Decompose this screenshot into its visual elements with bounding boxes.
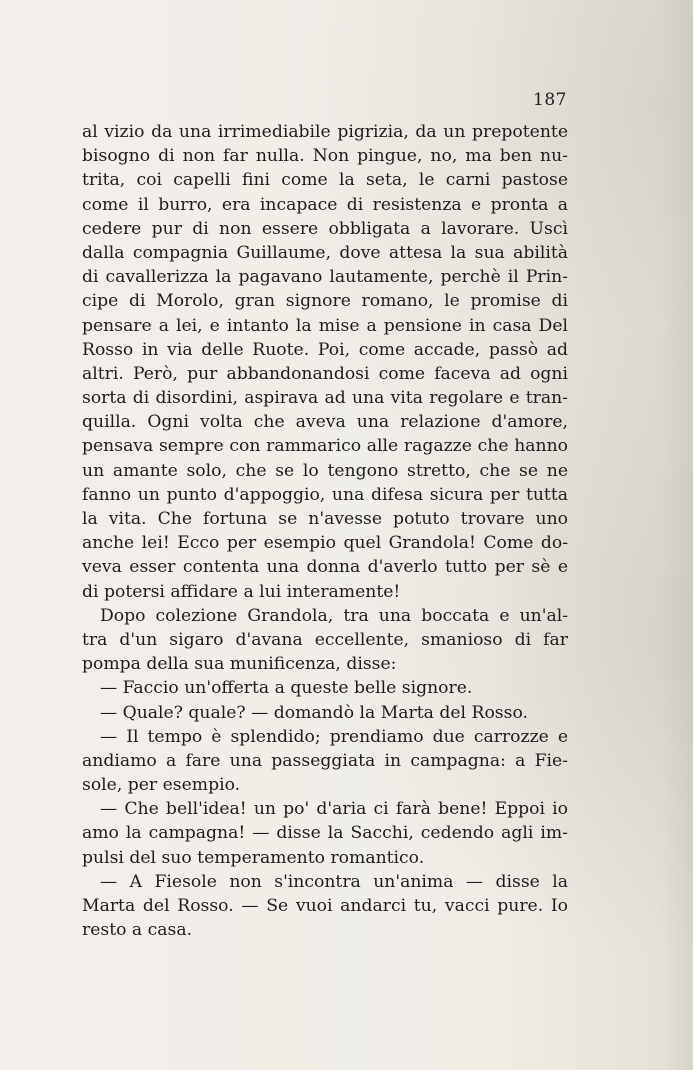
text-line: cedere pur di non essere obbligata a lavorare. Uscì bbox=[82, 218, 568, 239]
text-line: come il burro, era incapace di resistenza e pronta a bbox=[82, 194, 568, 215]
text-line: pensava sempre con rammarico alle ragazze che hanno bbox=[82, 436, 568, 457]
text-line: dalla compagnia Guillaume, dove attesa la sua abilità bbox=[82, 242, 568, 263]
text-line: resto a casa. bbox=[82, 920, 193, 941]
page-number: 187 bbox=[533, 90, 567, 110]
text-line: cipe di Morolo, gran signore romano, le promise di bbox=[82, 291, 568, 312]
text-line: sole, per esempio. bbox=[82, 775, 241, 796]
text-line: Marta del Rosso. — Se vuoi andarci tu, vacci pure. Io bbox=[82, 896, 568, 916]
text-line: sorta di disordini, aspirava ad una vita regolare e tran- bbox=[82, 388, 568, 409]
text-line: pompa della sua munificenza, disse: bbox=[82, 654, 397, 675]
text-line: di cavallerizza la pagavano lautamente, perchè il Prin- bbox=[82, 267, 568, 288]
text-line: pensare a lei, e intanto la mise a pensione in casa Del bbox=[82, 315, 568, 336]
text-line: anche lei! Ecco per esempio quel Grandola! Come do- bbox=[82, 533, 568, 554]
text-line: — Il tempo è splendido; prendiamo due carrozze e bbox=[100, 726, 568, 747]
text-line: — Che bell'idea! un po' d'aria ci farà bene! Eppoi io bbox=[100, 799, 568, 820]
body-text bbox=[82, 120, 568, 942]
text-line: amo la campagna! — disse la Sacchi, cedendo agli im- bbox=[82, 823, 568, 844]
text-line: tra d'un sigaro d'avana eccellente, smanioso di far bbox=[82, 629, 568, 650]
text-line: — Quale? quale? — domandò la Marta del Rosso. bbox=[100, 702, 528, 723]
text-line: quilla. Ogni volta che aveva una relazione d'amore, bbox=[82, 412, 568, 433]
text-line: di potersi affidare a lui interamente! bbox=[82, 581, 401, 602]
text-line: andiamo a fare una passeggiata in campagna: a Fie- bbox=[82, 750, 568, 771]
text-line: veva esser contenta una donna d'averlo tutto per sè e bbox=[82, 557, 568, 578]
text-line: — Faccio un'offerta a queste belle signore. bbox=[100, 678, 473, 699]
text-line: al vizio da una irrimediabile pigrizia, da un prepotente bbox=[82, 122, 568, 142]
text-line: la vita. Che fortuna se n'avesse potuto trovare uno bbox=[82, 509, 568, 529]
text-line: Dopo colezione Grandola, tra una boccata e un'al- bbox=[100, 605, 568, 626]
text-line: trita, coi capelli fini come la seta, le carni pastose bbox=[82, 170, 568, 191]
text-line: altri. Però, pur abbandonandosi come faceva ad ogni bbox=[82, 363, 568, 384]
text-line: bisogno di non far nulla. Non pingue, no, ma ben nu- bbox=[82, 146, 568, 167]
text-line: — A Fiesole non s'incontra un'anima — disse la bbox=[100, 871, 568, 892]
text-line: pulsi del suo temperamento romantico. bbox=[82, 847, 425, 868]
text-line: un amante solo, che se lo tengono stretto, che se ne bbox=[82, 460, 568, 481]
text-line: fanno un punto d'appoggio, una difesa sicura per tutta bbox=[82, 484, 568, 505]
text-line: Rosso in via delle Ruote. Poi, come accade, passò ad bbox=[82, 339, 568, 360]
